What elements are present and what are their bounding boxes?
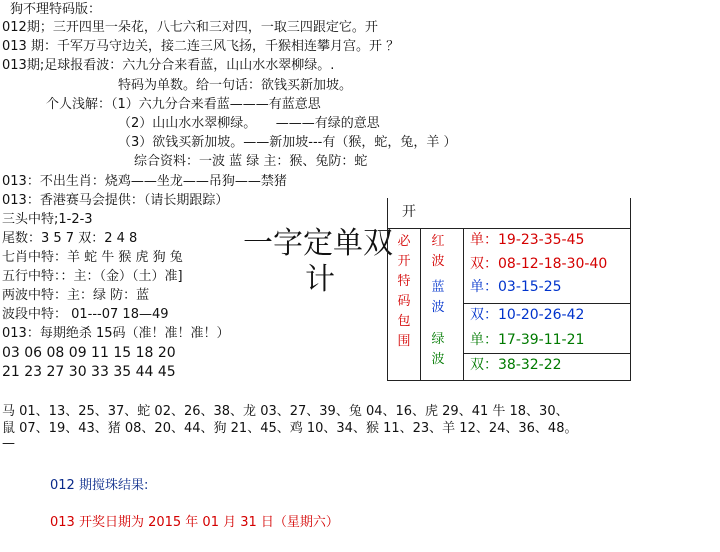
text-line-five-elements: 五行中特：：主：（金）（土）准] <box>2 269 183 284</box>
text-line-odd-hint: 特码为单数。给一句话：欲钱买新加坡。 <box>118 78 353 93</box>
text-line-note-2: （2）山山水水翠柳绿。 ———有绿的意思 <box>118 116 380 131</box>
text-line-band: 波段中特： 01---07 18—49 <box>2 307 169 322</box>
box-col-divider-2 <box>463 228 464 380</box>
text-line-summary: 综合资料：一波 蓝 绿 主：猴、兔防：蛇 <box>134 154 368 169</box>
box-left-label: 必开特码包围 <box>397 234 411 349</box>
draw-result-label: 012 期搅珠结果: <box>50 478 149 493</box>
box-header: 开 <box>402 204 416 220</box>
text-line-013-hint: 013 期：千军万马守边关，接二连三风飞扬，千猴相连攀月宫。开 ？ <box>2 39 400 54</box>
numbers-row-1: 03 06 08 09 11 15 18 20 <box>2 345 176 361</box>
zodiac-row-2: 鼠 07、19、43、猪 08、20、44、狗 21、45、鸡 10、34、猴 11、23、羊 12、24、36、48。 <box>2 421 578 436</box>
text-line-note-3: （3）欲钱买新加坡。——新加坡---有（猴，蛇，兔，羊 ） <box>118 135 457 150</box>
prediction-box <box>387 198 631 381</box>
box-row-red-even: 双：08-12-18-30-40 <box>470 256 608 272</box>
text-line-head: 三头中特;1-2-3 <box>2 212 93 227</box>
text-line-two-waves: 两波中特：主：绿 防：蓝 <box>2 288 150 303</box>
wave-green-label: 绿波 <box>431 332 445 367</box>
text-line-note-1: 个人浅解：（1）六九分合来看蓝———有蓝意思 <box>46 97 321 112</box>
slogan-line-2: 计 <box>305 262 335 297</box>
box-row-blue-even: 双：10-20-26-42 <box>470 307 585 323</box>
slogan-line-1: 一字定单双 <box>243 226 393 261</box>
box-row-green-even: 双：38-32-22 <box>470 357 562 373</box>
box-row-divider-1 <box>463 303 630 304</box>
text-line-tail: 尾数：3 5 7 双：2 4 8 <box>2 231 138 246</box>
wave-red-label: 红波 <box>431 234 445 269</box>
box-col-divider-1 <box>420 228 421 380</box>
text-line-excluded: 013：不出生肖：烧鸡——坐龙——吊狗——禁猪 <box>2 174 287 189</box>
box-row-blue-odd: 单：03-15-25 <box>470 279 562 295</box>
numbers-row-2: 21 23 27 30 33 35 44 45 <box>2 364 176 380</box>
wave-blue-label: 蓝波 <box>431 280 445 315</box>
box-header-divider <box>388 228 630 229</box>
title-line: 狗不理特码版： <box>10 2 102 17</box>
box-row-red-odd: 单：19-23-35-45 <box>470 232 585 248</box>
box-row-green-odd: 单：17-39-11-21 <box>470 332 585 348</box>
text-line-seven-zodiac: 七肖中特：羊 蛇 牛 猴 虎 狗 兔 <box>2 250 183 265</box>
box-row-divider-2 <box>463 353 630 354</box>
dash-mark: — <box>2 436 15 451</box>
zodiac-row-1: 马 01、13、25、37、蛇 02、26、38、龙 03、27、39、兔 04、16、虎 29、41 牛 18、30、 <box>2 404 569 419</box>
text-line-football: 013期;足球报看波：六九分合来看蓝，山山水水翠柳绿。. <box>2 58 335 73</box>
text-line-hk-jockey: 013：香港赛马会提供：（请长期跟踪） <box>2 193 229 208</box>
text-line-kill: 013：每期绝杀 15码（准！准！准！） <box>2 326 230 341</box>
draw-date-line: 013 开奖日期为 2015 年 01 月 31 日（星期六） <box>50 515 339 530</box>
text-line-012-hint: 012期；三开四里一朵花，八七六和三对四，一取三四跟定它。开 <box>2 20 378 35</box>
